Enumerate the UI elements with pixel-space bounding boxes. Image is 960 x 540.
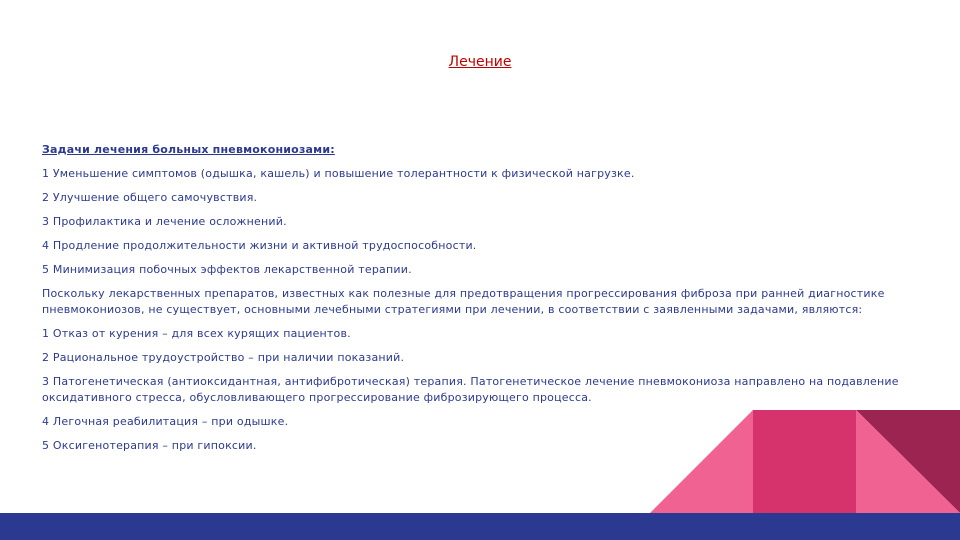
task-item-2: 2 Улучшение общего самочувствия.: [42, 191, 258, 204]
strategy-item-4: 4 Легочная реабилитация – при одышке.: [42, 415, 289, 428]
tasks-heading: Задачи лечения больных пневмокониозами:: [42, 143, 335, 156]
task-item-4: 4 Продление продолжительности жизни и активной трудоспособности.: [42, 239, 477, 252]
slide-title: Лечение: [448, 54, 512, 70]
strategy-item-1: 1 Отказ от курения – для всех курящих пациентов.: [42, 327, 351, 340]
strategy-item-5: 5 Оксигенотерапия – при гипоксии.: [42, 439, 257, 452]
bottom-bar: [0, 513, 960, 540]
strategy-item-2: 2 Рациональное трудоустройство – при наличии показаний.: [42, 351, 405, 364]
magenta-square: [753, 410, 856, 513]
task-item-3: 3 Профилактика и лечение осложнений.: [42, 215, 287, 228]
strategy-item-3: 3 Патогенетическая (антиоксидантная, антифибротическая) терапия. Патогенетическое лечение пневмокониоза направлено на подавление оксидативного стресса, обусловливающего прогрессирование фиброзирующего процесса.: [42, 375, 899, 404]
pink-triangle-left: [650, 410, 753, 513]
task-item-1: 1 Уменьшение симптомов (одышка, кашель) и повышение толерантности к физической нагрузке.: [42, 167, 635, 180]
task-item-5: 5 Минимизация побочных эффектов лекарственной терапии.: [42, 263, 412, 276]
strategies-intro: Поскольку лекарственных препаратов, известных как полезные для предотвращения прогрессирования фиброза при ранней диагностике пневмокониозов, не существует, основными лечебными стратегиями при лечении, в соответствии с заявленными задачами, являются:: [42, 287, 885, 316]
